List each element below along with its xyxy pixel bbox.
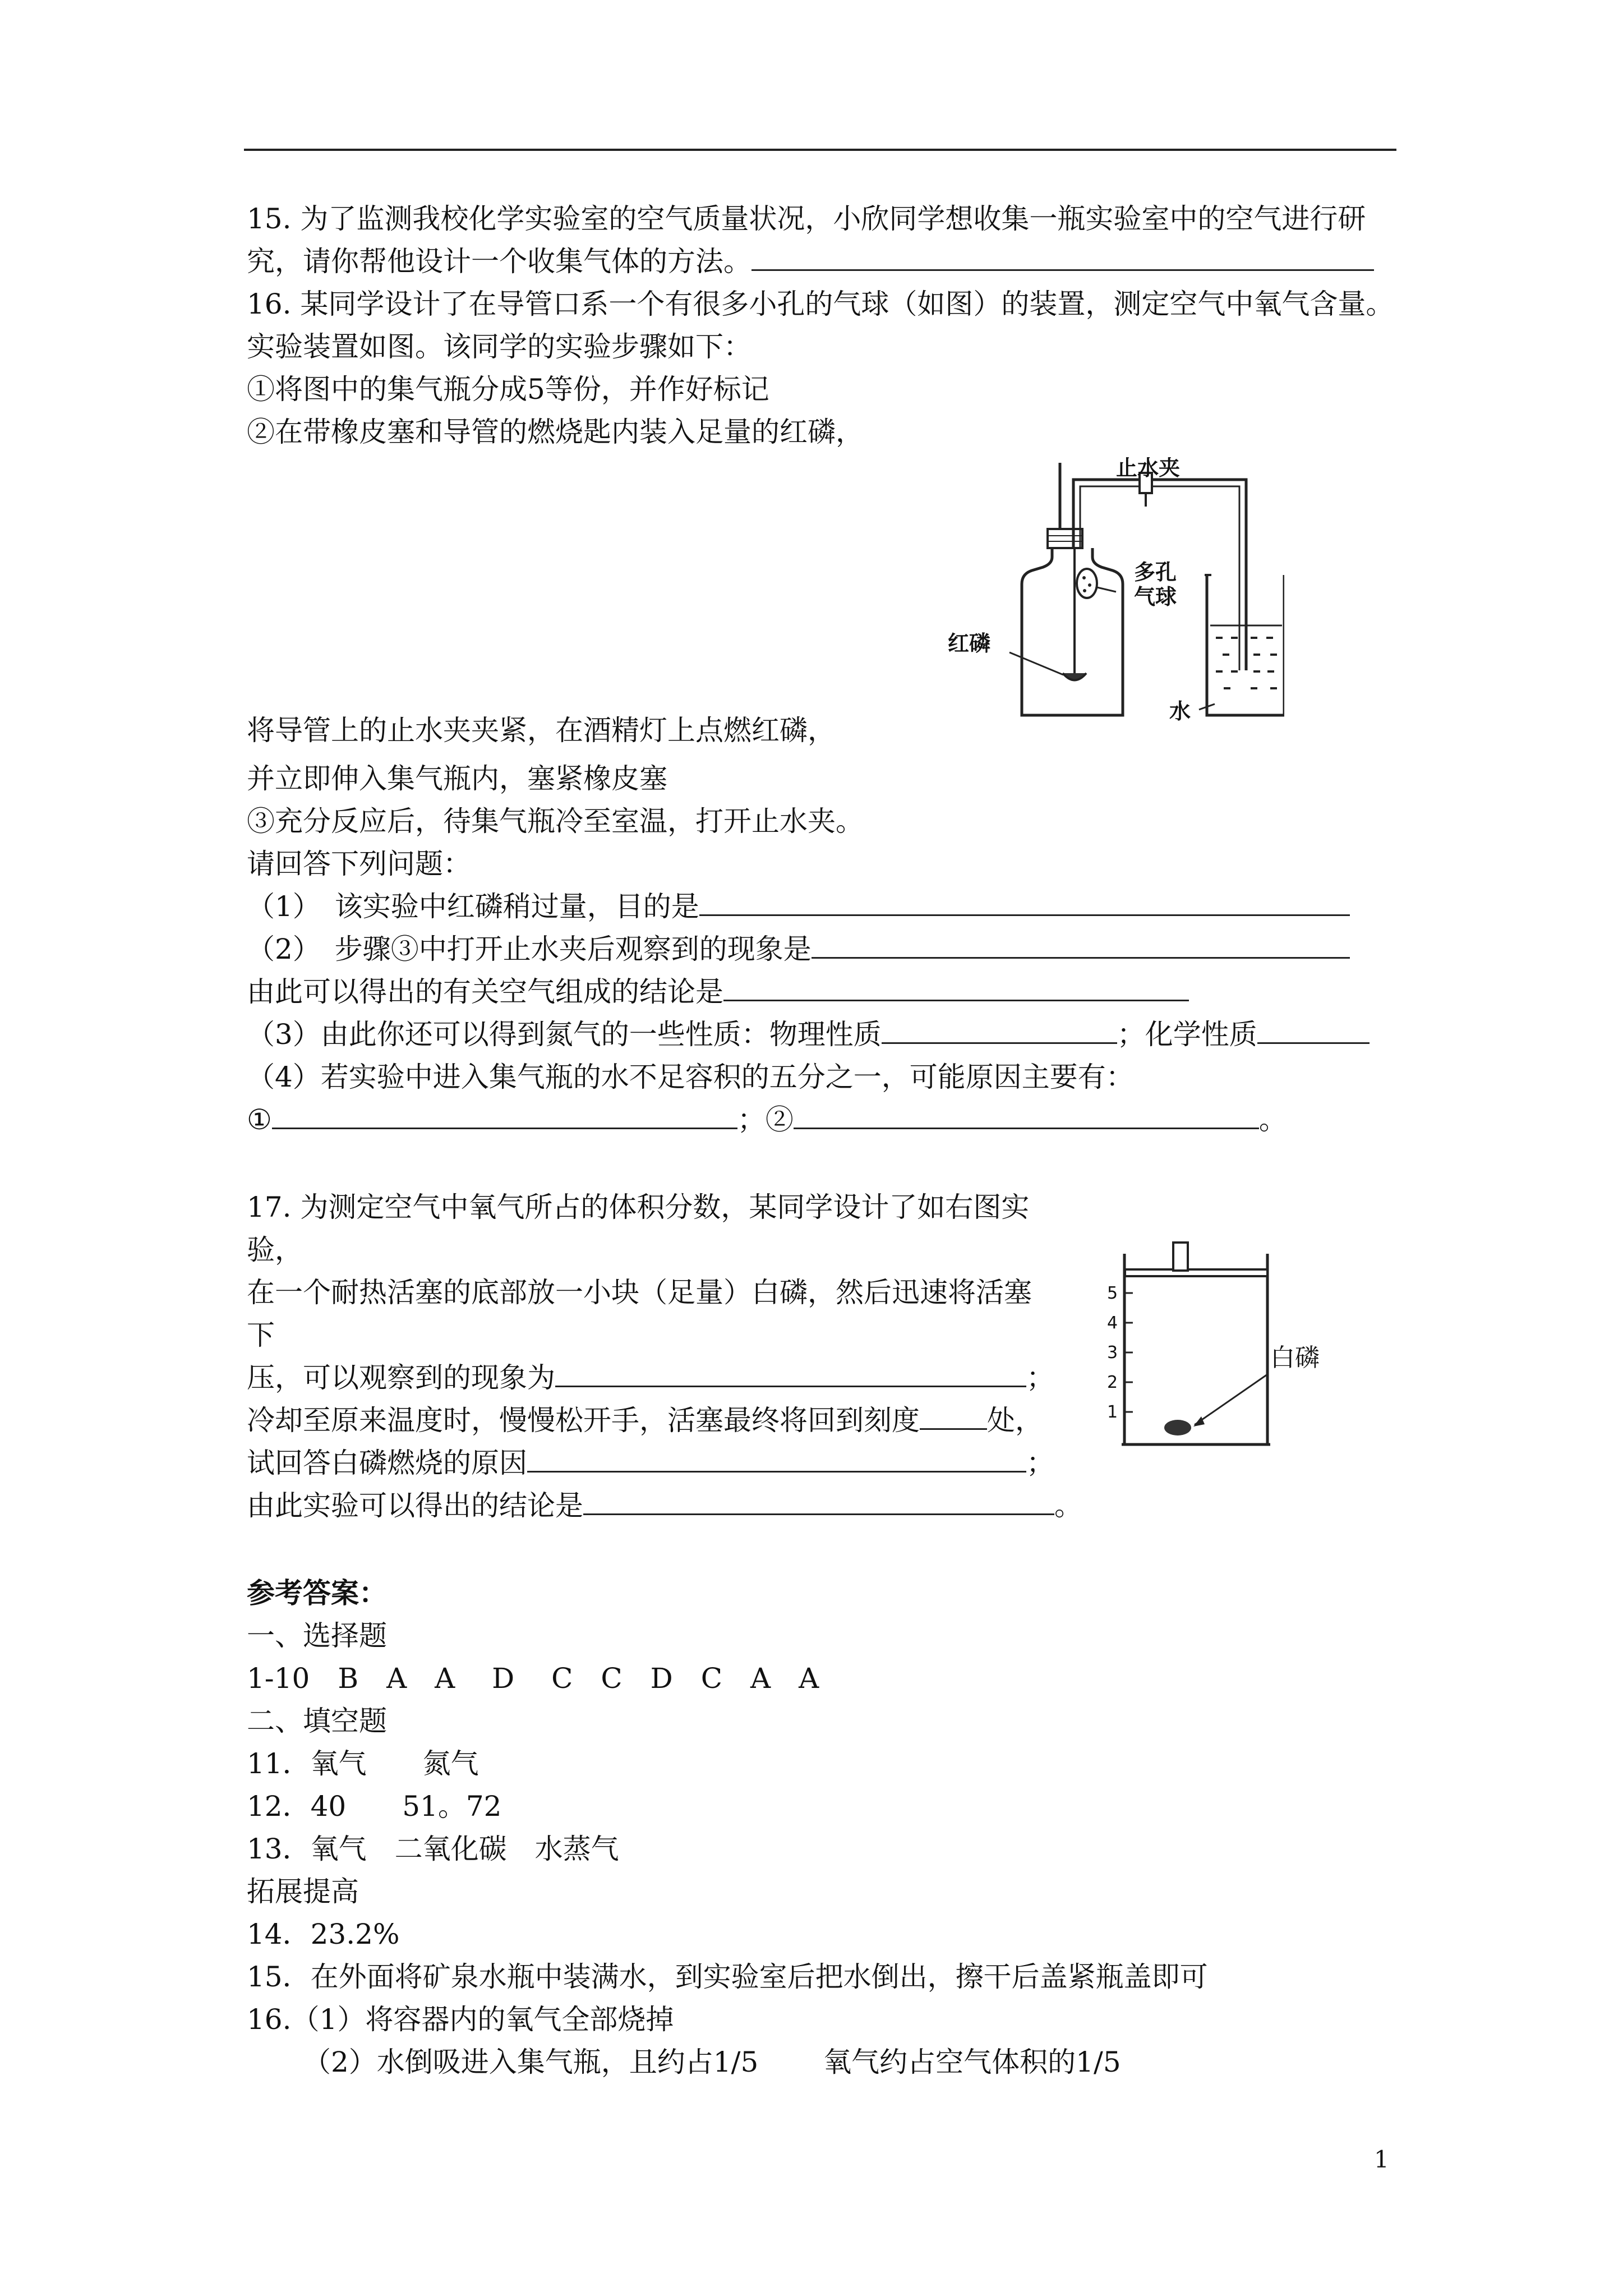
q16-sub2-blank[interactable] <box>811 933 1350 959</box>
q17-piston-figure <box>1082 1231 1374 1461</box>
q16-line2: 实验装置如图。该同学的实验步骤如下： <box>247 330 751 363</box>
gas-collecting-bottle <box>1022 548 1123 715</box>
piston <box>1125 1269 1267 1276</box>
answer-16-2: （2）水倒吸进入集气瓶，且约占1/5 氧气约占空气体积的1/5 <box>303 2046 1121 2078</box>
q16-ask: 请回答下列问题： <box>247 848 471 880</box>
piston-rod <box>1173 1243 1188 1271</box>
q16-step2c: 并立即伸入集气瓶内，塞紧橡皮塞 <box>247 762 667 795</box>
q15-line1: 15. 为了监测我校化学实验室的空气质量状况，小欣同学想收集一瓶实验室中的空气进行研 <box>247 203 1366 235</box>
scale-4: 4 <box>1107 1313 1118 1333</box>
answers-choice: 1-10 B A A D C C D C A A <box>247 1662 819 1695</box>
q17-scale-blank[interactable] <box>920 1405 987 1430</box>
q17-line1: 17. 为测定空气中氧气所占的体积分数，某同学设计了如右图实 <box>247 1191 1030 1223</box>
q16-line1: 16. 某同学设计了在导管口系一个有很多小孔的气球（如图）的装置，测定空气中氧气含量。 <box>247 288 1394 320</box>
q16-step2a: ②在带橡皮塞和导管的燃烧匙内装入足量的红磷， <box>247 416 864 448</box>
scale-3: 3 <box>1107 1343 1118 1363</box>
page-number: 1 <box>1374 2146 1389 2173</box>
answers-sec1: 一、选择题 <box>247 1619 387 1652</box>
q17-line5-text: 试回答白磷燃烧的原因 <box>247 1447 527 1479</box>
q16-sub3b-text: ；化学性质 <box>1117 1018 1257 1051</box>
answers-sec2: 二、填空题 <box>247 1705 387 1737</box>
porous-balloon-icon <box>1077 569 1097 598</box>
q16-sub2-text: （2） 步骤③中打开止水夹后观察到的现象是 <box>247 933 811 965</box>
q17-line2b: 下 <box>247 1319 275 1351</box>
q17-line2: 在一个耐热活塞的底部放一小块（足量）白磷，然后迅速将活塞 <box>247 1276 1032 1309</box>
scale-5: 5 <box>1107 1283 1118 1303</box>
q16-sub2b-text: 由此可以得出的有关空气组成的结论是 <box>247 976 723 1008</box>
q16-sub1-blank[interactable] <box>699 891 1350 916</box>
q16-sep: ；② <box>737 1103 794 1136</box>
q16-reason2-blank[interactable] <box>794 1104 1259 1129</box>
q17-line5 <box>247 1446 1054 1480</box>
q15-line2-text: 究，请你帮他设计一个收集气体的方法。 <box>247 245 751 278</box>
q17-line6-text: 由此实验可以得出的结论是 <box>247 1489 583 1522</box>
label-phosphorus: 红磷 <box>948 631 991 656</box>
header-rule <box>244 149 1396 151</box>
q17-line4b-text: 处， <box>987 1404 1043 1437</box>
q16-sub3 <box>247 1018 1370 1051</box>
q16-sub2b <box>247 975 1189 1009</box>
q17-line6-end: 。 <box>1054 1489 1082 1522</box>
q16-apparatus-figure <box>948 457 1284 732</box>
answer-16-1: 16.（1）将容器内的氧气全部烧掉 <box>247 2003 674 2036</box>
label-clamp: 止水夹 <box>1116 457 1181 480</box>
label-balloon-1: 多孔 <box>1134 560 1177 585</box>
q16-sub1 <box>247 890 1350 923</box>
white-phosphorus-icon <box>1164 1420 1191 1435</box>
answer-12: 12．40 51。72 <box>247 1790 502 1823</box>
answer-15: 15．在外面将矿泉水瓶中装满水，到实验室后把水倒出，擦干后盖紧瓶盖即可 <box>247 1961 1208 1993</box>
q17-line3-text: 压，可以观察到的现象为 <box>247 1361 555 1394</box>
q16-end: 。 <box>1258 1103 1287 1136</box>
q17-line3-end: ； <box>1026 1361 1054 1394</box>
q17-line3 <box>247 1361 1054 1395</box>
q15-answer-blank[interactable] <box>751 246 1374 271</box>
q17-line6 <box>247 1489 1082 1522</box>
q17-line1b: 验， <box>247 1234 303 1266</box>
answer-14: 14．23.2% <box>247 1918 400 1950</box>
q16-step3: ③充分反应后，待集气瓶冷至室温，打开止水夹。 <box>247 805 864 838</box>
q17-line5-end: ； <box>1026 1447 1054 1479</box>
answers-extension: 拓展提高 <box>247 1875 359 1908</box>
answers-title: 参考答案： <box>247 1576 387 1609</box>
q16-sub3a-text: （3）由此你还可以得到氮气的一些性质：物理性质 <box>247 1018 882 1051</box>
q16-step1: ①将图中的集气瓶分成5等份，并作好标记 <box>247 373 769 406</box>
answer-11: 11．氧气 氮气 <box>247 1747 479 1780</box>
q16-sub2 <box>247 932 1350 966</box>
q16-sub1-text: （1） 该实验中红磷稍过量，目的是 <box>247 890 699 923</box>
q15-line2 <box>247 245 1374 278</box>
label-water: 水 <box>1169 699 1191 724</box>
scale-1: 1 <box>1107 1402 1118 1422</box>
q17-reason-blank[interactable] <box>527 1447 1026 1473</box>
q16-options <box>247 1103 1287 1137</box>
answer-13: 13．氧气 二氧化碳 水蒸气 <box>247 1833 619 1865</box>
scale-2: 2 <box>1107 1373 1118 1392</box>
phosphorus-pointer <box>1195 1374 1267 1425</box>
q16-sub3-chemical-blank[interactable] <box>1257 1019 1370 1044</box>
q16-sub2b-blank[interactable] <box>723 976 1189 1001</box>
phosphorus-spoon <box>1063 673 1086 680</box>
label-balloon-2: 气球 <box>1134 585 1177 609</box>
label-white-phosphorus: 白磷 <box>1270 1343 1320 1372</box>
q16-sub3-physical-blank[interactable] <box>882 1019 1117 1044</box>
q17-phenomenon-blank[interactable] <box>555 1362 1026 1387</box>
rubber-stopper <box>1048 529 1082 548</box>
q16-opt1-marker: ① <box>247 1103 272 1136</box>
q16-step2b: 将导管上的止水夹夹紧，在酒精灯上点燃红磷， <box>247 714 836 747</box>
q17-conclusion-blank[interactable] <box>583 1490 1054 1515</box>
q17-line4a-text: 冷却至原来温度时，慢慢松开手，活塞最终将回到刻度 <box>247 1404 920 1437</box>
q16-sub4: （4）若实验中进入集气瓶的水不足容积的五分之一，可能原因主要有： <box>247 1061 1134 1093</box>
q17-line4 <box>247 1404 1043 1437</box>
q16-reason1-blank[interactable] <box>272 1104 737 1129</box>
